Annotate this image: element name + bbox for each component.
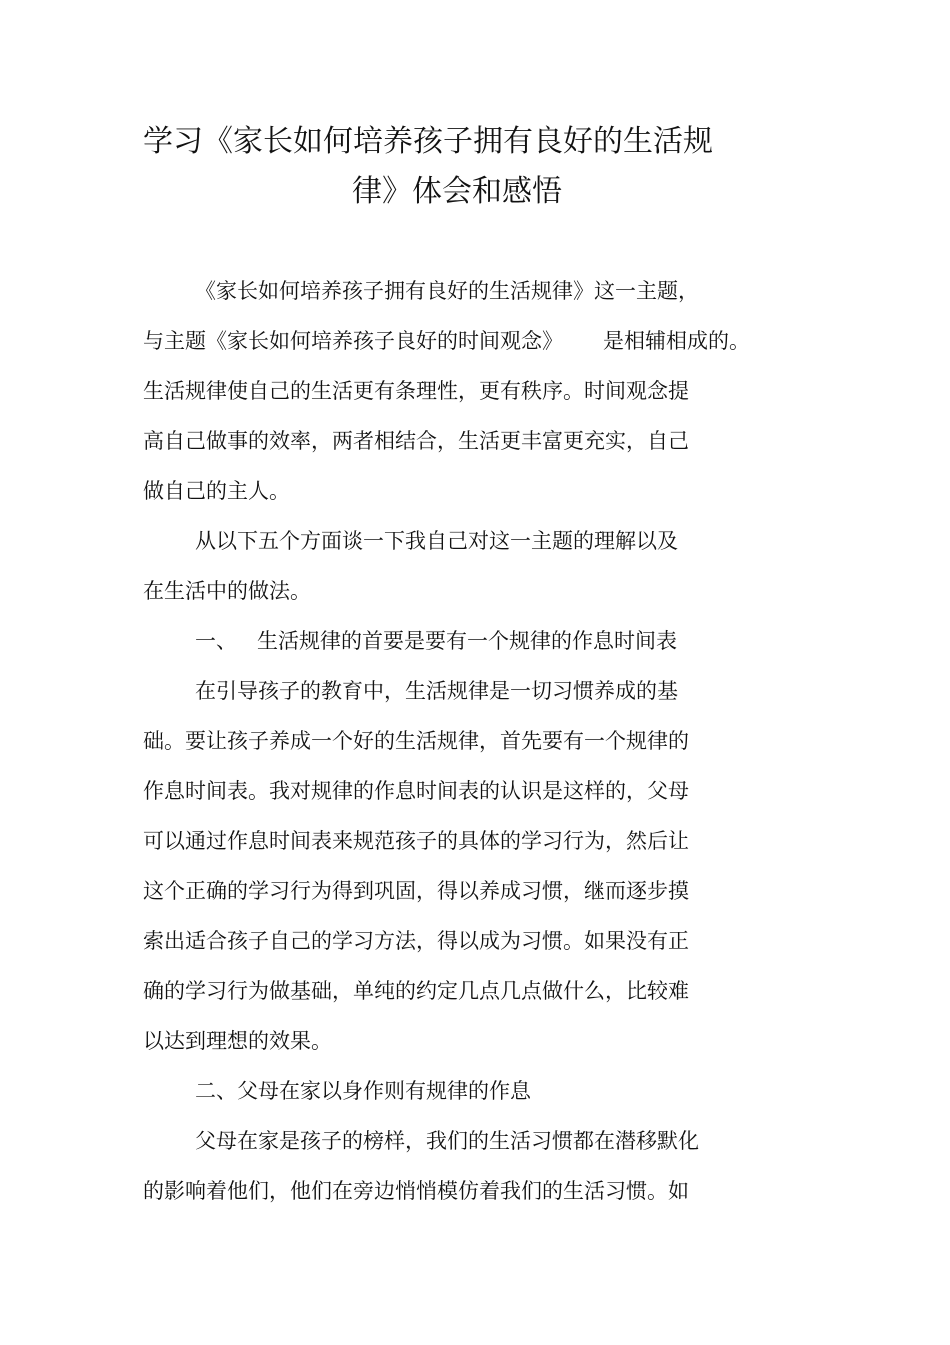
para-3-line-3: 作息时间表。我对规律的作息时间表的认识是这样的，父母 xyxy=(143,779,689,803)
para-3-line-8: 以达到理想的效果。 xyxy=(143,1029,332,1053)
title-line-2: 律》体会和感悟 xyxy=(352,174,562,209)
para-4-line-2: 的影响着他们，他们在旁边悄悄模仿着我们的生活习惯。如 xyxy=(143,1179,689,1203)
para-1-line-2b: 是相辅相成的。 xyxy=(603,329,750,353)
heading-2: 二、父母在家以身作则有规律的作息 xyxy=(195,1079,531,1103)
title-line-1: 学习《家长如何培养孩子拥有良好的生活规 xyxy=(143,124,713,159)
para-1-line-5: 做自己的主人。 xyxy=(143,479,290,503)
para-3-line-1: 在引导孩子的教育中，生活规律是一切习惯养成的基 xyxy=(195,679,678,703)
para-1-line-4: 高自己做事的效率，两者相结合，生活更丰富更充实，自己 xyxy=(143,429,689,453)
para-1-line-2 xyxy=(143,326,750,356)
para-3-line-2: 础。要让孩子养成一个好的生活规律，首先要有一个规律的 xyxy=(143,729,689,753)
para-3-line-5: 这个正确的学习行为得到巩固，得以养成习惯，继而逐步摸 xyxy=(143,879,689,903)
para-4-line-1: 父母在家是孩子的榜样，我们的生活习惯都在潜移默化 xyxy=(195,1129,699,1153)
para-3-line-6: 索出适合孩子自己的学习方法，得以成为习惯。如果没有正 xyxy=(143,929,689,953)
heading-1 xyxy=(195,626,677,656)
heading-1-number: 一、 xyxy=(195,629,237,653)
para-2-line-1: 从以下五个方面谈一下我自己对这一主题的理解以及 xyxy=(195,529,678,553)
para-2-line-2: 在生活中的做法。 xyxy=(143,579,311,603)
para-1-line-1: 《家长如何培养孩子拥有良好的生活规律》这一主题， xyxy=(195,279,699,303)
para-1-line-2a: 与主题《家长如何培养孩子良好的时间观念》 xyxy=(143,329,563,353)
para-3-line-7: 确的学习行为做基础，单纯的约定几点几点做什么，比较难 xyxy=(143,979,689,1003)
para-1-line-3: 生活规律使自己的生活更有条理性，更有秩序。时间观念提 xyxy=(143,379,689,403)
para-3-line-4: 可以通过作息时间表来规范孩子的具体的学习行为，然后让 xyxy=(143,829,689,853)
heading-1-text: 生活规律的首要是要有一个规律的作息时间表 xyxy=(257,629,677,653)
